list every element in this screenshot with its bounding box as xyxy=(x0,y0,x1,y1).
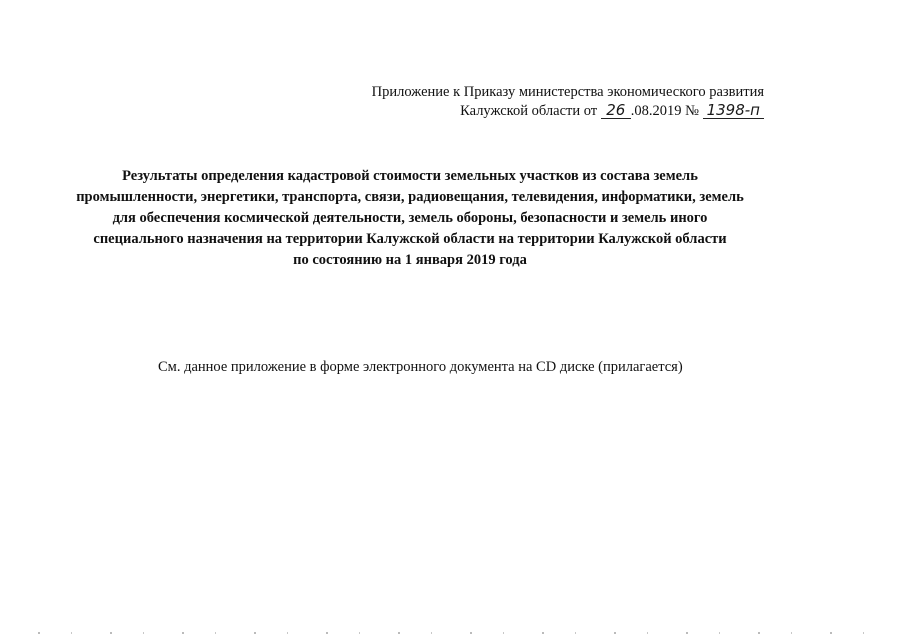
appendix-header-date: .08.2019 № xyxy=(630,103,699,119)
handwritten-order-number: 1398-п xyxy=(703,102,764,119)
scan-artifact-line xyxy=(0,632,899,634)
title-line-5: по состоянию на 1 января 2019 года xyxy=(293,252,527,268)
appendix-header-line-1: Приложение к Приказу министерства экономического развития xyxy=(371,84,764,100)
appendix-header xyxy=(372,83,764,121)
appendix-header-line-2 xyxy=(372,102,764,121)
title-line-3: для обеспечения космической деятельности, земель обороны, безопасности и земель иного xyxy=(112,210,708,226)
title-line-2: промышленности, энергетики, транспорта, связи, радиовещания, телевидения, информатики, земель xyxy=(76,189,744,205)
handwritten-day: 26 xyxy=(601,102,631,119)
appendix-header-region: Калужской области от xyxy=(460,103,598,119)
cd-attachment-note: См. данное приложение в форме электронного документа на CD диске (прилагается) xyxy=(158,359,683,375)
document-title xyxy=(20,166,800,271)
title-line-4: специального назначения на территории Калужской области на территории Калужской области xyxy=(93,231,727,247)
title-line-1: Результаты определения кадастровой стоимости земельных участков из состава земель xyxy=(122,168,698,184)
